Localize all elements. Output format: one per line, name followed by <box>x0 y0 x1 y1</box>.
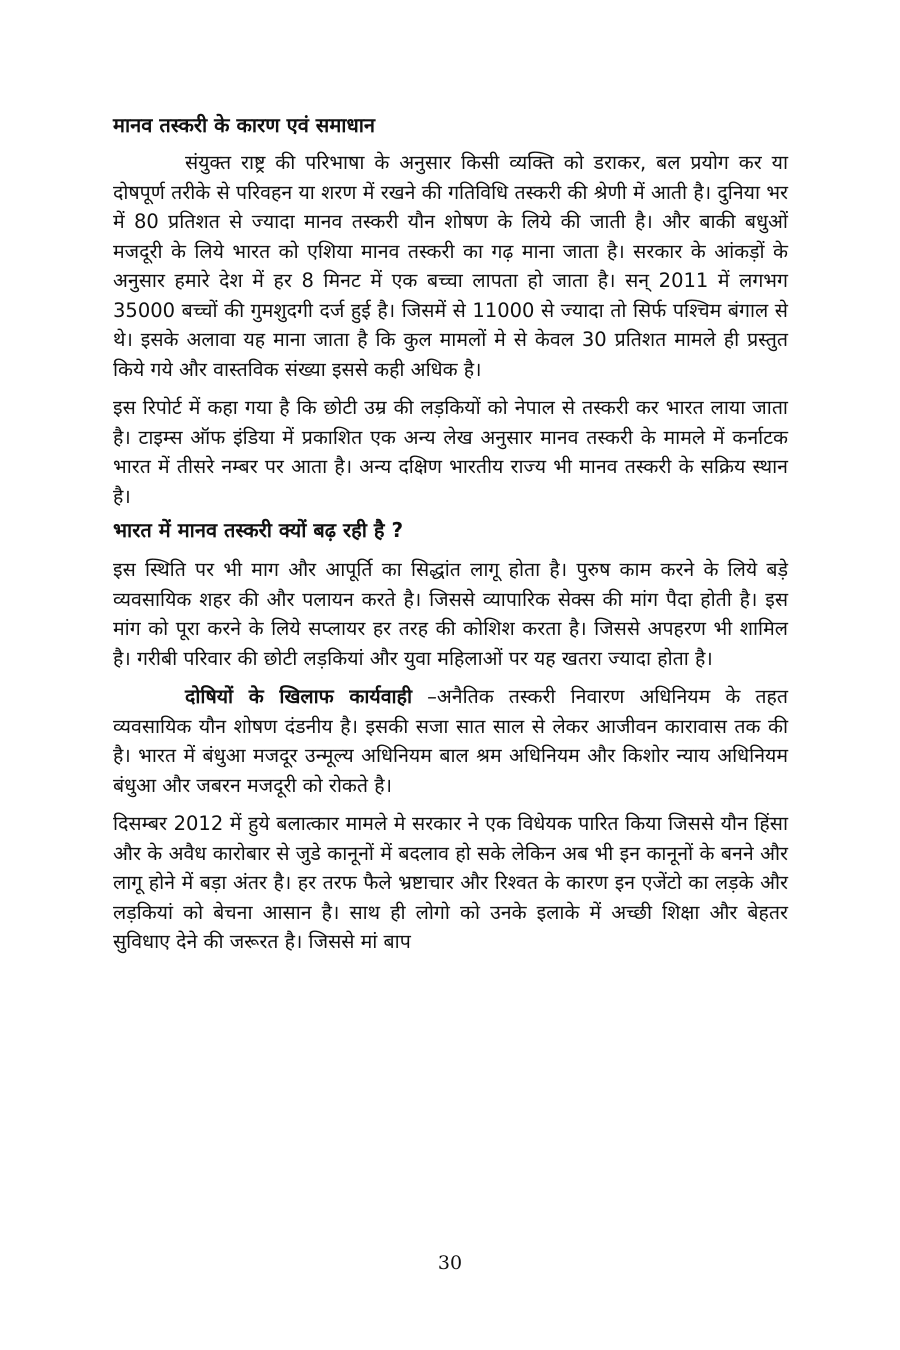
paragraph-definition: संयुक्त राष्ट्र की परिभाषा के अनुसार किसी व्यक्ति को डराकर, बल प्रयोग कर या दोषपूर्ण तरीके से परिवहन या शरण में रखने की गतिविधि तस्करी की श्रेणी में आती है। दुनिया भर में 80 प्रतिशत से ज्यादा मानव तस्करी यौन शोषण के लिये की जाती है। और बाकी बधुओं मजदूरी के लिये भारत को एशिया मानव तस्करी का गढ़ माना जाता है। सरकार के आंकड़ों के अनुसार हमारे देश में हर 8 मिनट में एक बच्चा लापता हो जाता है। सन् 2011 में लगभग 35000 बच्चों की गुमशुदगी दर्ज हुई है। जिसमें से 11000 से ज्यादा तो सिर्फ पश्चिम बंगाल से थे। इसके अलावा यह माना जाता है कि कुल मामलों मे से केवल 30 प्रतिशत मामले ही प्रस्तुत किये गये और वास्तविक संख्या इससे कही अधिक है। <box>113 151 788 381</box>
document-page <box>113 110 788 957</box>
section-heading-why: भारत में मानव तस्करी क्यों बढ़ रही है ? <box>113 518 404 542</box>
paragraph-action <box>113 682 788 800</box>
page-number: 30 <box>437 1252 463 1274</box>
section-heading-causes: मानव तस्करी के कारण एवं समाधान <box>113 113 376 137</box>
paragraph-action-lead: दोषियों के खिलाफ कार्यवाही <box>185 685 413 708</box>
paragraph-action-body: –अनैतिक तस्करी निवारण अधिनियम के तहत व्यवसायिक यौन शोषण दंडनीय है। इसकी सजा सात साल से लेकर आजीवन कारावास तक की है। भारत में बंधुआ मजदूर उन्मूल्य अधिनियम बाल श्रम अधिनियम और किशोर न्याय अधिनियम बंधुआ और जबरन मजदूरी को रोकते है। <box>113 685 788 797</box>
paragraph-report: इस रिपोर्ट में कहा गया है कि छोटी उम्र की लड़कियों को नेपाल से तस्करी कर भारत लाया जाता है। टाइम्स ऑफ इंडिया में प्रकाशित एक अन्य लेख अनुसार मानव तस्करी के मामले में कर्नाटक भारत में तीसरे नम्बर पर आता है। अन्य दक्षिण भारतीय राज्य भी मानव तस्करी के सक्रिय स्थान है। <box>113 396 788 508</box>
paragraph-demand-supply: इस स्थिति पर भी माग और आपूर्ति का सिद्धांत लागू होता है। पुरुष काम करने के लिये बड़े व्यवसायिक शहर की और पलायन करते है। जिससे व्यापारिक सेक्स की मांग पैदा होती है। इस मांग को पूरा करने के लिये सप्लायर हर तरह की कोशिश करता है। जिससे अपहरण भी शामिल है। गरीबी परिवार की छोटी लड़कियां और युवा महिलाओं पर यह खतरा ज्यादा होता है। <box>113 558 788 670</box>
paragraph-december-2012: दिसम्बर 2012 में हुये बलात्कार मामले मे सरकार ने एक विधेयक पारित किया जिससे यौन हिंसा और के अवैध कारोबार से जुडे कानूनों में बदलाव हो सके लेकिन अब भी इन कानूनों के बनने और लागू होने में बड़ा अंतर है। हर तरफ फैले भ्रष्टाचार और रिश्वत के कारण इन एजेंटो का लड़के और लड़कियां को बेचना आसान है। साथ ही लोगो को उनके इलाके में अच्छी शिक्षा और बेहतर सुविधाए देने की जरूरत है। जिससे मां बाप <box>113 812 788 953</box>
